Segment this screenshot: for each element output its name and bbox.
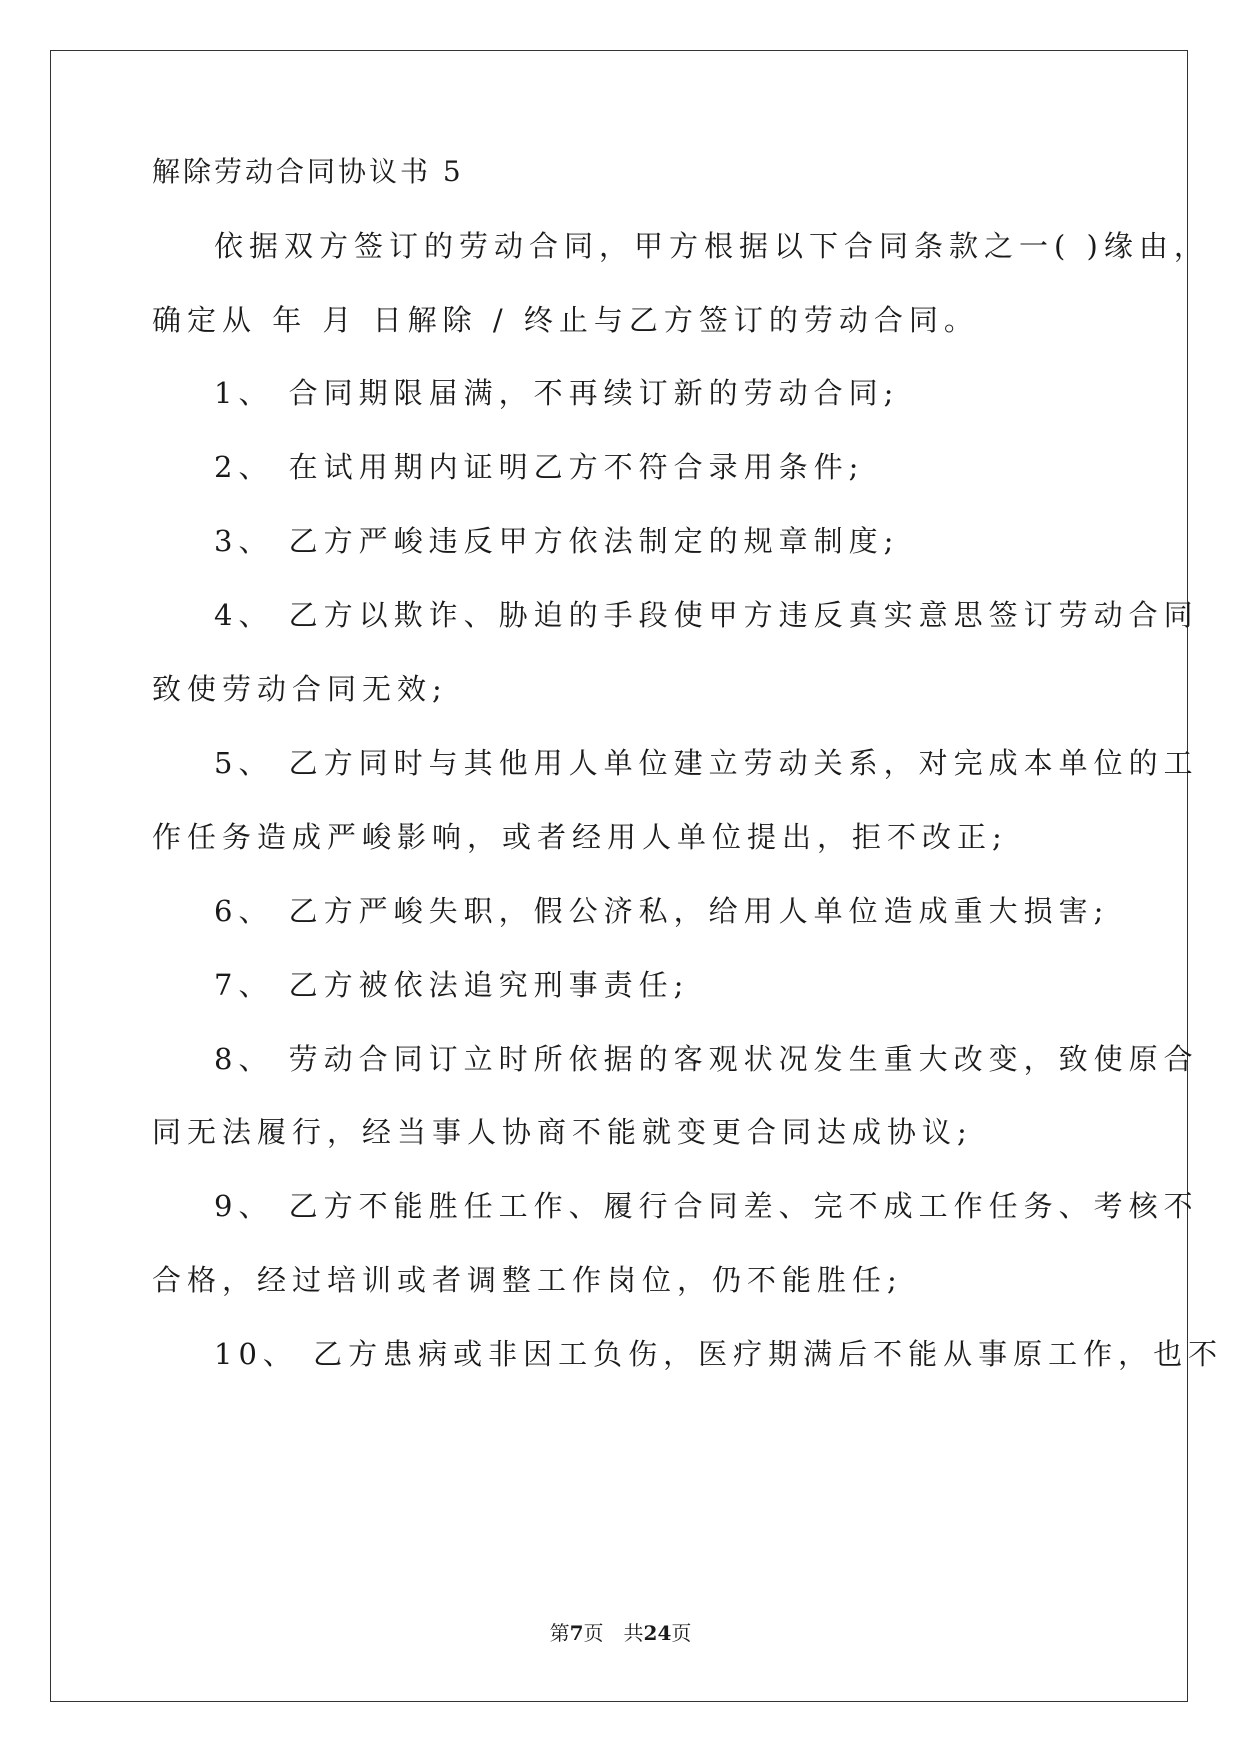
list-item: 6、 乙方严峻失职，假公济私，给用人单位造成重大损害; (214, 894, 1110, 928)
document-title: 解除劳动合同协议书 5 (152, 155, 464, 188)
paragraph-line: 确定从 年 月 日解除 / 终止与乙方签订的劳动合同。 (152, 303, 979, 337)
current-page-number: 7 (569, 1621, 584, 1645)
list-item-continuation: 致使劳动合同无效; (152, 672, 448, 706)
total-pages-number: 24 (643, 1621, 672, 1645)
page-prefix: 第 (549, 1621, 570, 1645)
list-item: 9、 乙方不能胜任工作、履行合同差、完不成工作任务、考核不 (214, 1189, 1199, 1223)
list-item: 1、 合同期限届满，不再续订新的劳动合同; (214, 376, 900, 410)
list-item-continuation: 同无法履行，经当事人协商不能就变更合同达成协议; (152, 1115, 973, 1149)
list-item: 7、 乙方被依法追究刑事责任; (214, 968, 690, 1002)
page-border (50, 50, 1188, 1702)
list-item: 5、 乙方同时与其他用人单位建立劳动关系，对完成本单位的工 (214, 746, 1199, 780)
list-item: 2、 在试用期内证明乙方不符合录用条件; (214, 450, 865, 484)
page-mid: 页 共 (583, 1621, 644, 1645)
paragraph-line: 依据双方签订的劳动合同，甲方根据以下合同条款之一( )缘由， (214, 229, 1209, 263)
list-item: 3、 乙方严峻违反甲方依法制定的规章制度; (214, 524, 900, 558)
list-item: 10、 乙方患病或非因工负伤，医疗期满后不能从事原工作，也不 (214, 1337, 1224, 1371)
list-item-continuation: 合格，经过培训或者调整工作岗位，仍不能胜任; (152, 1263, 903, 1297)
page-suffix: 页 (671, 1621, 692, 1645)
list-item: 8、 劳动合同订立时所依据的客观状况发生重大改变，致使原合 (214, 1042, 1199, 1076)
list-item: 4、 乙方以欺诈、胁迫的手段使甲方违反真实意思签订劳动合同 (214, 598, 1199, 632)
page-footer (0, 1620, 1241, 1646)
list-item-continuation: 作任务造成严峻影响，或者经用人单位提出，拒不改正; (152, 820, 1008, 854)
